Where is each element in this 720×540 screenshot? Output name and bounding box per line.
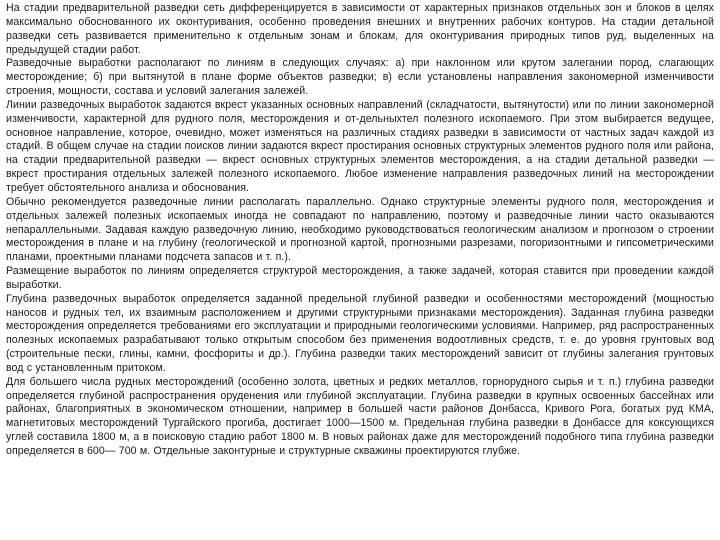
paragraph-line-directions: Линии разведочных выработок задаются вкрест указанных основных направлений (складчатости, вытянутости) или по линии закономерной изменчивости, характерной для рудного поля, месторождения и от-дельныхтел полезного ископаемого. При этом выбирается ведущее, основное направление, которое, очевидно, может изменяться на различных стадиях разведки в зависимости от частных задач каждой из стадий. В общем случае на стадии поисков линии задаются вкрест простирания основных структурных элементов рудного поля или района, на стадии предварительной разведки — вкрест основных структурных элементов месторождения, а на стадии детальной разведки — вкрест простирания отдельных залежей полезного ископаемого. Любое изменение направления разведочных линий на месторождении требует обстоятельного анализа и обоснования. — [6, 98, 714, 194]
document-body — [6, 2, 714, 459]
paragraph-parallel-lines: Обычно рекомендуется разведочные линии располагать параллельно. Однако структурные элементы рудного поля, месторождения и отдельных залежей полезных ископаемых иногда не совпадают по направлению, поэтому и разведочные линии часто оказываются непараллельными. Задавая каждую разведочную линию, необходимо руководствоваться геологическим анализом и прогнозом о строении месторождения в плане и на глубину (геологической и прогнозной картой, прогнозными разрезами, погоризонтными и гипсометрическими планами, проектными планами подсчета запасов и т. п.). — [6, 195, 714, 264]
paragraph-ore-deposits-depth: Для большего числа рудных месторождений (особенно золота, цветных и редких металлов, горнорудного сырья и т. п.) глубина разведки определяется глубиной распространения оруденения или глубиной эксплуатации. Глубина разведки в крупных освоенных бассейнах или районах, благоприятных в экономическом отношении, например в большей части районов Донбасса, Кривого Рога, богатых руд КМА, магнетитовых месторождений Тургайского прогиба, достигает 1000—1500 м. Предельная глубина разведки в Донбассе для коксующихся углей составила 1800 м, а в поисковую стадию работ 1800 м. В новых районах даже для месторождений подобного типа глубина разведки определяется в 600— 700 м. Отдельные законтурные и структурные скважины проектируются глубже. — [6, 375, 714, 457]
paragraph-exploration-depth: Глубина разведочных выработок определяется заданной предельной глубиной разведки и особенностями месторождений (мощностью наносов и рудных тел, их взаимным расположением и другими структурными признаками месторождения). Заданная глубина разведки месторождения определяется требованиями его эксплуатации и природными геологическими условиями. Например, ряд распространенных полезных ископаемых разрабатывают только открытым способом без применения водоотливных средств, т. е. до уровня грунтовых вод (строительные пески, глины, камни, фосфориты и др.). Глубина разведки таких месторождений зависит от глубины залегания грунтовых вод с установленным притоком. — [6, 292, 714, 374]
paragraph-network-differentiation: На стадии предварительной разведки сеть дифференцируется в зависимости от характерных признаков отдельных зон и блоков в целях максимально обоснованного их оконтуривания, особенно проведения внешних и внутренних рабочих контуров. На стадии детальной разведки сеть развивается применительно к отдельным зонам и блокам, для оконтуривания природных типов руд, выделенных на предыдущей стадии работ. — [6, 2, 714, 56]
paragraph-workings-placement: Размещение выработок по линиям определяется структурой месторождения, а также задачей, которая ставится при проведении каждой выработки. — [6, 265, 714, 291]
paragraph-line-placement-cases: Разведочные выработки располагают по линиям в следующих случаях: а) при наклонном или крутом залегании пород, слагающих месторождение; б) при вытянутой в плане форме объектов разведки; в) если установлены направления закономерной изменчивости строения, мощности, состава и условий залегания залежей. — [6, 57, 714, 98]
